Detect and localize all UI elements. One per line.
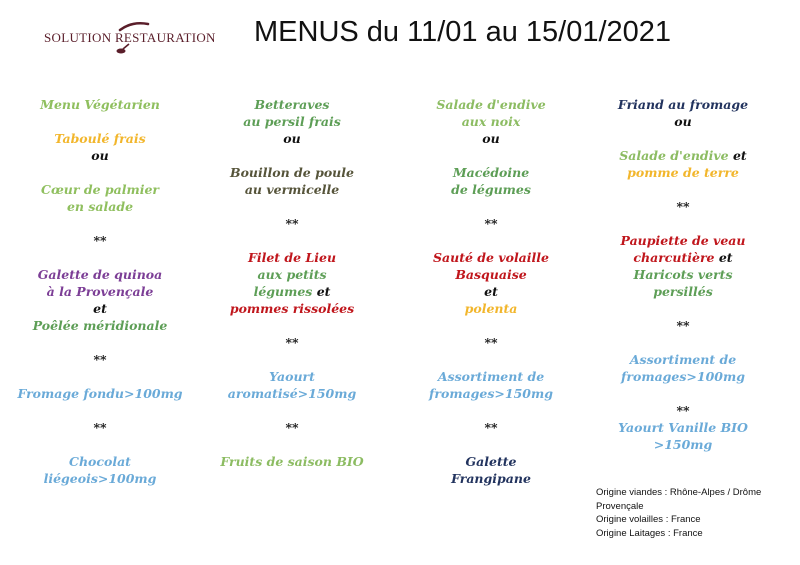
menu-item: Poêlée méridionale (32, 318, 168, 333)
menu-item: légumes (253, 284, 313, 299)
menu-item: de légumes (451, 182, 531, 197)
menu-item: Yaourt (269, 369, 315, 384)
menu-conjunction: ou (482, 131, 500, 146)
course-separator: ** (93, 233, 107, 248)
menu-item: fromages>150mg (429, 386, 553, 401)
course-separator: ** (676, 318, 690, 333)
logo-text: SOLUTION RESTAURATION (44, 30, 216, 45)
menu-item: Assortiment de (629, 352, 737, 367)
menu-conjunction: ou (674, 114, 692, 129)
menu-item-combo (588, 147, 778, 164)
menu-item: aromatisé>150mg (227, 386, 357, 401)
menu-item: persillés (653, 284, 713, 299)
course-separator: ** (285, 216, 299, 231)
origin-poultry: Origine volailles : France (596, 514, 701, 525)
menu-item: Bouillon de poule (230, 165, 354, 180)
menu-item: Assortiment de (437, 369, 545, 384)
menu-item: Galette (465, 454, 517, 469)
menu-item: Frangipane (451, 471, 531, 486)
menu-item: Paupiette de veau (620, 233, 746, 248)
origins-note (596, 486, 796, 540)
menu-item: à la Provençale (46, 284, 154, 299)
course-separator: ** (93, 420, 107, 435)
menu-conjunction: et (718, 250, 733, 265)
menu-item: Friand au fromage (617, 97, 749, 112)
menu-item: Menu Végétarien (40, 97, 160, 112)
menu-item: charcutière (633, 250, 715, 265)
menu-column-4 (588, 96, 778, 453)
menu-conjunction: et (484, 284, 498, 299)
menu-item: Galette de quinoa (37, 267, 163, 282)
menu-item: Taboulé frais (54, 131, 146, 146)
menu-conjunction: et (316, 284, 331, 299)
menu-item: pommes rissolées (229, 301, 355, 316)
menu-item: Fruits de saison BIO (220, 454, 364, 469)
course-separator: ** (676, 403, 690, 418)
course-separator: ** (93, 352, 107, 367)
origin-meat-cont: Provençale (596, 500, 644, 512)
menu-item: >150mg (653, 437, 713, 452)
menu-column-1 (5, 96, 195, 487)
menu-conjunction: ou (91, 148, 109, 163)
menu-conjunction: et (732, 148, 747, 163)
menu-item: Betteraves (254, 97, 330, 112)
menu-item: Salade d'endive (619, 148, 729, 163)
menu-item: Macédoine (452, 165, 530, 180)
course-separator: ** (484, 216, 498, 231)
page-title: MENUS du 11/01 au 15/01/2021 (254, 16, 672, 48)
menu-item-combo (588, 249, 778, 266)
menu-column-3 (396, 96, 586, 487)
menu-item: en salade (66, 199, 134, 214)
menu-item: polenta (464, 301, 518, 316)
menu-item: aux petits (257, 267, 327, 282)
menu-item: Fromage fondu>100mg (17, 386, 183, 401)
menu-item: aux noix (461, 114, 521, 129)
menu-item: Chocolat (69, 454, 131, 469)
menu-item: Basquaise (455, 267, 527, 282)
logo (44, 18, 224, 60)
menu-item: au vermicelle (244, 182, 340, 197)
menu-conjunction: ou (283, 131, 301, 146)
course-separator: ** (285, 335, 299, 350)
course-separator: ** (484, 420, 498, 435)
menu-item-combo (197, 283, 387, 300)
menu-item: Haricots verts (633, 267, 733, 282)
menu-item: liégeois>100mg (43, 471, 157, 486)
menu-item: Sauté de volaille (433, 250, 549, 265)
origin-meat: Origine viandes : Rhône-Alpes / Drôme (596, 487, 762, 498)
menu-item: au persil frais (243, 114, 341, 129)
menu-item: Salade d'endive (436, 97, 546, 112)
menu-conjunction: et (93, 301, 107, 316)
course-separator: ** (484, 335, 498, 350)
origin-dairy: Origine Laitages : France (596, 527, 703, 539)
menu-column-2 (197, 96, 387, 470)
menu-item: Cœur de palmier (41, 182, 159, 197)
menu-item: pomme de terre (627, 165, 739, 180)
course-separator: ** (676, 199, 690, 214)
menu-item: Filet de Lieu (247, 250, 337, 265)
course-separator: ** (285, 420, 299, 435)
menu-item: Yaourt Vanille BIO (618, 420, 748, 435)
menu-item: fromages>100mg (621, 369, 745, 384)
